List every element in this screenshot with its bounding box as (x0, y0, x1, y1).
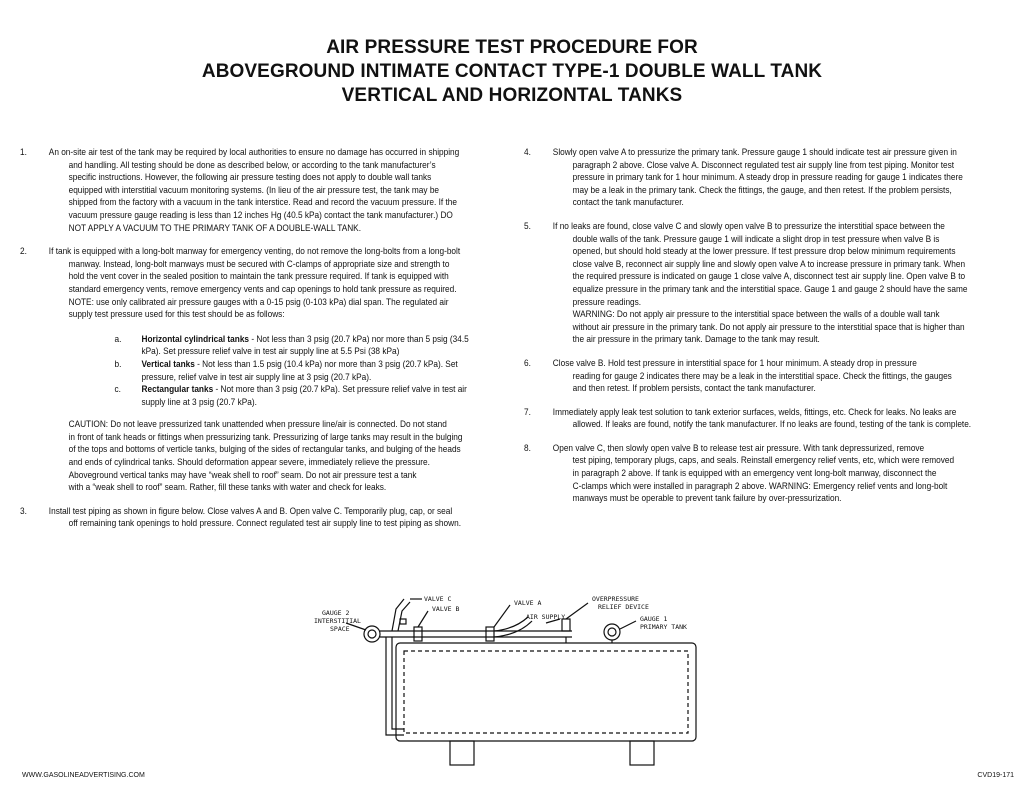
text-line: in paragraph 2 above. If tank is equipped with an emergency vent long-bolt manway, disconnect the (572, 468, 937, 479)
interstitial-pipe (386, 637, 404, 735)
gauge-2-label: INTERSTITIAL (314, 617, 361, 625)
valve-b-label: VALVE B (432, 605, 460, 613)
paragraph-1 (20, 146, 495, 234)
text-line: off remaining tank openings to hold pressure. Connect regulated test air supply line to test piping as shown. (68, 518, 461, 529)
text-span: - Not less than 1.5 psig (10.4 kPa) nor more than 3 psig (20.7 kPa). Set (194, 358, 458, 369)
paragraph-8 (524, 442, 1005, 505)
text-line: and then retest. If problem persists, contact the tank manufacturer. (572, 383, 816, 394)
tank-leg-left (450, 741, 474, 765)
text-line: NOTE: use only calibrated air pressure gauges with a 0-15 psig (0-103 kPa) dial span. The regulated air (68, 296, 449, 307)
text-line: If tank is equipped with a long-bolt manway for emergency venting, do not remove the long-bolts from a long-bolt (48, 246, 461, 257)
valve-c-icon (392, 599, 404, 631)
text-line: and handling. All testing should be done as described below, or according to the tank manufacturer’s (68, 159, 436, 170)
paragraph-7 (524, 406, 1005, 431)
sub-letter: b. (114, 358, 122, 369)
paragraph-number: 3. (20, 505, 27, 516)
text-span: - Not more than 3 psig (20.7 kPa). Set pressure relief valve in test air (213, 384, 467, 395)
text-line: specific instructions. However, the following air pressure testing does not apply to double wall tanks (68, 172, 432, 183)
gauge-2-icon (364, 626, 380, 642)
valve-a-label: VALVE A (514, 599, 542, 607)
text-line: Open valve C, then slowly open valve B to release test air pressure. With tank depressurized, remove (552, 442, 925, 453)
title-line-3: VERTICAL AND HORIZONTAL TANKS (341, 85, 683, 106)
text-line: C-clamps which were installed in paragraph 2 above. WARNING: Emergency relief vents and long-bolt (572, 480, 948, 491)
text-line: pressure in primary tank for 1 hour minimum. A steady drop in pressure reading for gauge 1 indicates there (572, 172, 963, 183)
title-line-2: ABOVEGROUND INTIMATE CONTACT TYPE-1 DOUBLE WALL TANK (201, 61, 823, 82)
text-line: in front of tank heads or fittings when pressurizing tank. Pressurizing of large tanks may result in the bulging (68, 431, 463, 442)
text-span: - Not less than 3 psig (20.7 kPa) nor more than 5 psig (34.5 (249, 333, 469, 344)
paragraph-number: 1. (20, 147, 27, 157)
text-line: Aboveground vertical tanks may have “weak shell to roof” seam. Do not air pressure test a tank (68, 469, 417, 480)
text-line: may be a leak in the primary tank. Check the fittings, the gauge, and then retest. If the problem persists, (572, 184, 952, 195)
gauge-1-label: GAUGE 1 (640, 615, 668, 623)
text-line: the required pressure is indicated on gauge 1 close valve A, disconnect test air supply line. Open valve B to (572, 271, 966, 282)
paragraph-number: 8. (524, 442, 531, 453)
gauge-1-icon (604, 624, 620, 640)
text-line: NOT APPLY A VACUUM TO THE PRIMARY TANK OF A DOUBLE-WALL TANK. (68, 222, 362, 233)
overpressure-label: RELIEF DEVICE (598, 603, 649, 611)
title-line-1: AIR PRESSURE TEST PROCEDURE FOR (326, 37, 698, 58)
tank-inner-wall (404, 651, 688, 733)
footer-code: CVD19-171 (977, 772, 1014, 779)
text-line: Install test piping as shown in figure below. Close valves A and B. Open valve C. Temporarily plug, cap, or seal (48, 505, 453, 516)
paragraph-6 (524, 357, 1005, 395)
air-supply-label: AIR SUPPLY (526, 613, 566, 621)
text-line: kPa). Set pressure relief valve in test air supply line at 5.5 Psi (38 kPa) (141, 346, 400, 357)
text-line: of the tops and bottoms of verticle tanks, bulging of the sides of rectangular tanks, and bulging of the heads (68, 444, 461, 455)
valve-a-icon (486, 627, 494, 641)
paragraph-3 (20, 505, 495, 530)
paragraph-number: 4. (524, 147, 531, 157)
paragraph-2 (20, 245, 495, 494)
text-line: the air pressure in the primary tank. Damage to the tank may result. (572, 334, 820, 345)
text-line: and ends of cylindrical tanks. Should deformation appear severe, immediately relieve the pressure. (68, 457, 430, 468)
paragraph-number: 7. (524, 406, 531, 417)
text-line: vacuum pressure gauge reading is less than 12 inches Hg (40.5 kPa) contact the tank manufacturer.) DO (68, 209, 453, 220)
text-line: If no leaks are found, close valve C and slowly open valve B to pressurize the interstitial space between the (552, 220, 945, 231)
text-line: hold the vent cover in the sealed position to maintain the tank pressure required. If tank is equipped with (68, 271, 449, 282)
overpressure-label: OVERPRESSURE (592, 595, 639, 603)
gauge-1-label: PRIMARY TANK (640, 623, 687, 631)
text-line: shipped from the factory with a vacuum in the tank interstice. Read and record the vacuum pressure. If the (68, 197, 457, 208)
text-line: opened, but should hold steady at the lower pressure. If test pressure drop below minimum requirements (572, 246, 956, 257)
text-line: supply line at 3 psig (20.7 kPa). (141, 396, 257, 407)
text-line: equalize pressure in the primary tank and the interstitial space. Gauge 1 and gauge 2 should have the same (572, 283, 968, 294)
left-column (20, 146, 495, 541)
tank-leg-right (630, 741, 654, 765)
text-line: without air pressure in the primary tank. Do not apply air pressure to the interstitial space that is higher than (572, 321, 965, 332)
text-line: close valve B, reconnect air supply line and slowly open valve A to increase pressure in primary tank. When (572, 258, 966, 269)
text-line: pressure readings. (572, 296, 642, 307)
right-column (524, 146, 1005, 516)
gauge-2-label: GAUGE 2 (322, 609, 350, 617)
paragraph-4 (524, 146, 1005, 209)
text-line: An on-site air test of the tank may be required by local authorities to ensure no damage has occurred in shipping (48, 147, 460, 157)
valve-b-icon (414, 627, 422, 641)
caution-block (49, 418, 495, 494)
text-line: standard emergency vents, remove emergency vents and cap openings to hold tank pressure as required. (68, 283, 457, 294)
text-line: paragraph 2 above. Close valve A. Disconnect regulated test air supply line from test piping. Monitor test (572, 159, 955, 170)
sub-letter: c. (114, 384, 121, 395)
text-line: pressure, relief valve in test air supply line at 3 psig (20.7 kPa). (141, 371, 372, 382)
text-line: CAUTION: Do not leave pressurized tank unattended when pressure line/air is connected. Do not stand (68, 419, 447, 430)
text-line: Immediately apply leak test solution to tank exterior surfaces, welds, fittings, etc. Check for leaks. No leaks are (552, 406, 957, 417)
tank-type-label: Horizontal cylindrical tanks (141, 333, 250, 344)
text-line: equipped with interstitial vacuum monitoring systems. (In lieu of the air pressure test, the tank may be (68, 184, 440, 195)
gauge-2-label: SPACE (330, 625, 350, 633)
text-line: supply test pressure used for this test should be as follows: (68, 309, 285, 320)
text-line: Slowly open valve A to pressurize the primary tank. Pressure gauge 1 should indicate test air pressure given in (552, 147, 957, 157)
paragraph-5 (524, 220, 1005, 346)
page-title (0, 36, 1024, 108)
text-line: allowed. If leaks are found, notify the tank manufacturer. If no leaks are found, testing of the tank is complete. (572, 419, 972, 430)
sub-letter: a. (114, 333, 122, 344)
paragraph-number: 6. (524, 357, 531, 368)
tank-outer-wall (396, 643, 696, 741)
text-line: reading for gauge 2 indicates there may be a leak in the interstitial space. Check the fittings, the gauges (572, 370, 952, 381)
tank-type-label: Vertical tanks (141, 358, 195, 369)
paragraph-number: 5. (524, 220, 531, 231)
valve-c-label: VALVE C (424, 595, 452, 603)
sub-item-c (49, 383, 495, 408)
text-line: contact the tank manufacturer. (572, 197, 684, 208)
text-line: WARNING: Do not apply air pressure to the interstitial space between the walls of a double wall tank (572, 309, 940, 320)
paragraph-number: 2. (20, 246, 27, 257)
text-line: Close valve B. Hold test pressure in interstitial space for 1 hour minimum. A steady drop in pressure (552, 357, 917, 368)
sub-item-b (49, 358, 495, 383)
sub-item-a (49, 333, 495, 358)
text-line: manway. Instead, long-bolt manways must be secured with C-clamps of appropriate size and strength to (68, 258, 450, 269)
text-line: double walls of the tank. Pressure gauge 1 will indicate a slight drop in test pressure when valve B is (572, 233, 940, 244)
text-line: manways must be operable to prevent tank failure by over-pressurization. (572, 493, 842, 504)
text-line: test piping, temporary plugs, caps, and seals. Reinstall emergency relief vents, etc, which were removed (572, 455, 955, 466)
footer-website: WWW.GASOLINEADVERTISING.COM (22, 772, 145, 779)
tank-test-diagram (300, 585, 730, 775)
text-line: with a “weak shell to roof” seam. Rather, fill these tanks with water and check for leaks. (68, 482, 387, 493)
tank-type-label: Rectangular tanks (141, 384, 214, 395)
